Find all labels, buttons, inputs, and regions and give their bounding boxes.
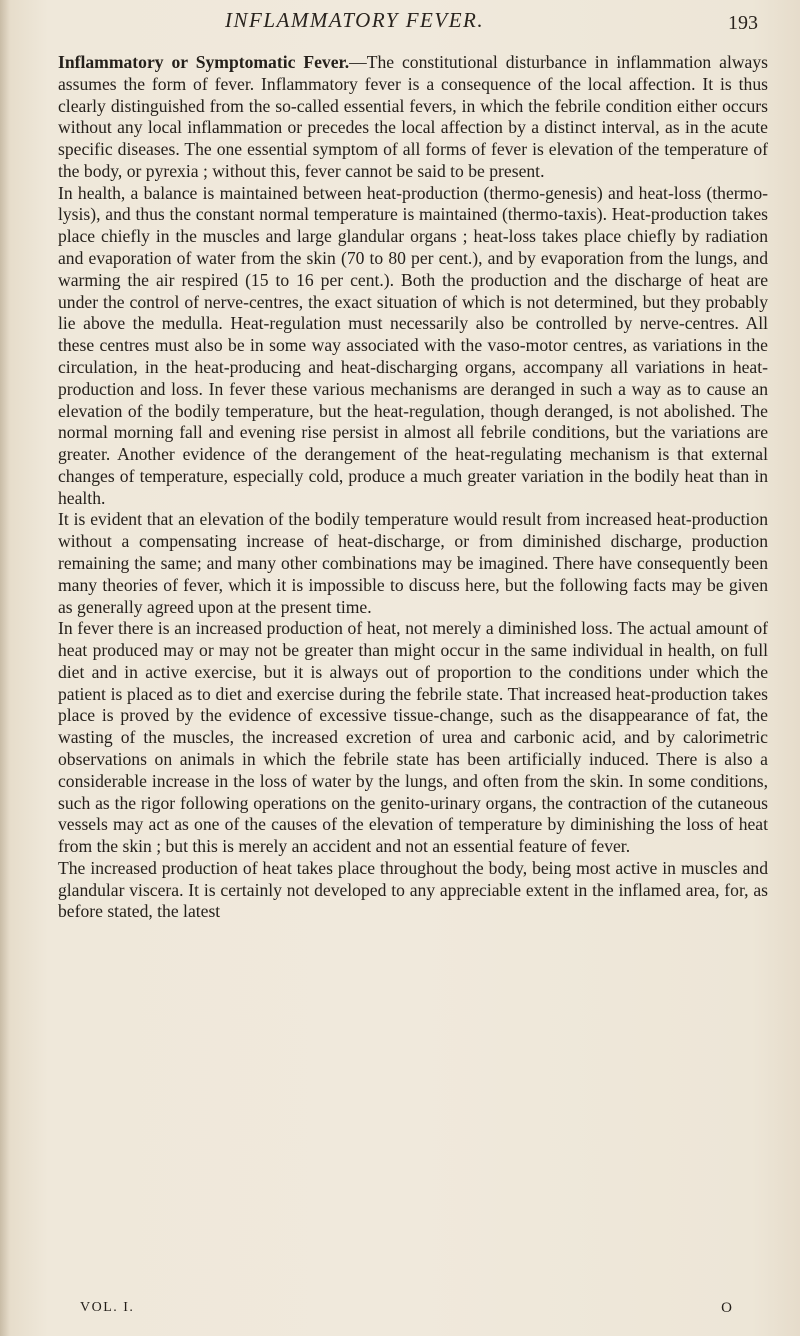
signature-mark: O [721,1300,732,1316]
paragraph-5: The increased production of heat takes place throughout the body, being most active in muscles and glandular viscera. It is certainly not developed to any appreciable extent in the inflamed area, for, as before stated, the latest [58,857,768,922]
running-head: INFLAMMATORY FEVER. [225,8,485,32]
section-title: Inflammatory or Symptomatic Fever. [58,52,350,72]
paragraph-3: It is evident that an elevation of the bodily temperature would result from increased heat-production without a compensating increase of heat-discharge, or from diminished discharge, production remaining the same; and many other combinations may be imagined. There have consequently been many theories of fever, which it is impossible to discuss here, but the following facts may be given as generally agreed upon at the present time. [58,509,768,617]
page-number: 193 [728,12,758,34]
page-footer [58,1300,768,1322]
page-header [60,6,760,46]
paragraph-1-text: —The constitutional disturbance in inflammation always assumes the form of fever. Inflammatory fever is a consequence of the local affection. It is thus clearly distinguished from the so-called essential fevers, in which the febrile condition either occurs without any local inflammation or precedes the local affection by a distinct interval, as in the acute specific diseases. The one essential symptom of all forms of fever is elevation of the temperature of the body, or pyrexia ; without this, fever cannot be said to be present. [58,52,768,181]
paragraph-4: In fever there is an increased production of heat, not merely a diminished loss. The actual amount of heat produced may or may not be greater than might occur in the same individual in health, on full diet and in active exercise, but it is always out of proportion to the conditions under which the patient is placed as to diet and exercise during the febrile state. That increased heat-production takes place is proved by the evidence of excessive tissue-change, such as the disappearance of fat, the wasting of the muscles, the increased excretion of urea and carbonic acid, and by calorimetric observations on animals in which the febrile state has been artificially induced. There is also a considerable increase in the loss of water by the lungs, and often from the skin. In some conditions, such as the rigor following operations on the genito-urinary organs, the contraction of the cutaneous vessels may act as one of the causes of the elevation of temperature by diminishing the loss of heat from the skin ; but this is merely an accident and not an essential feature of fever. [58,618,768,857]
article-body [58,52,768,923]
paragraph-1 [58,52,768,183]
volume-label: VOL. I. [80,1300,135,1315]
paragraph-2: In health, a balance is maintained between heat-production (thermo-genesis) and heat-loss (thermo-lysis), and thus the constant normal temperature is maintained (thermo-taxis). Heat-production takes place chiefly in the muscles and large glandular organs ; heat-loss takes place chiefly by radiation and evaporation of water from the skin (70 to 80 per cent.), and by evaporation from the lungs, and warming the air respired (15 to 16 per cent.). Both the production and the discharge of heat are under the control of nerve-centres, the exact situation of which is not determined, but they probably lie above the medulla. Heat-regulation must necessarily also be controlled by nerve-centres. All these centres must also be in some way associated with the vaso-motor centres, as variations in the circulation, in the heat-producing and heat-discharging organs, accompany all variations in heat-production and loss. In fever these various mechanisms are deranged in such a way as to cause an elevation of the bodily temperature, but the heat-regulation, though deranged, is not abolished. The normal morning fall and evening rise persist in almost all febrile conditions, but the variations are greater. Another evidence of the derangement of the heat-regulating mechanism is that external changes of temperature, especially cold, produce a much greater variation in the bodily heat than in health. [58,182,768,508]
page-gutter-shadow [0,0,10,1336]
